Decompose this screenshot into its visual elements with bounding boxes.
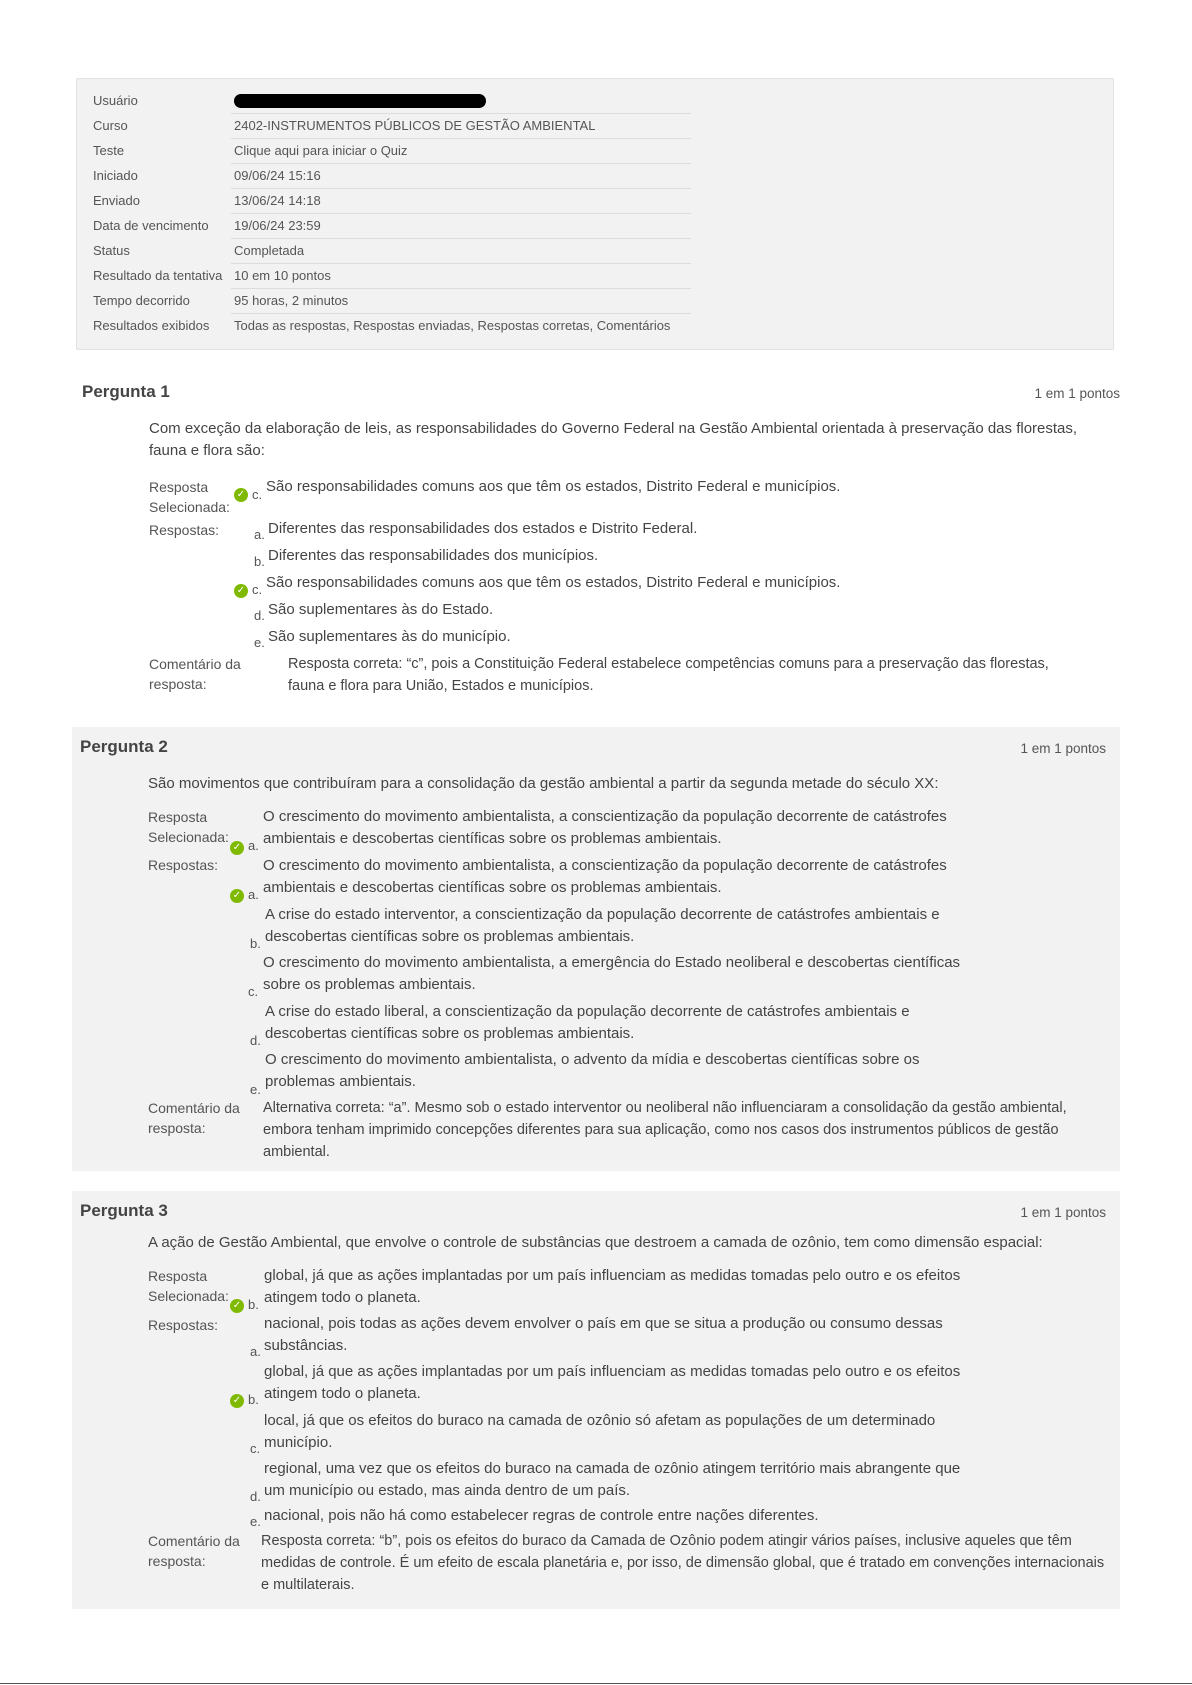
comment-label (149, 654, 241, 694)
answer-option: O crescimento do movimento ambientalista, o advento da mídia e descobertas científicas sobre os problemas ambientais. (265, 1051, 920, 1090)
correct-check-icon: ✓ (234, 584, 248, 598)
summary-value: Todas as respostas, Respostas enviadas, Respostas corretas, Comentários (234, 318, 671, 334)
question-text: Com exceção da elaboração de leis, as responsabilidades do Governo Federal na Gestão Ambiental orientada à preservação das florestas, fauna e flora são: (149, 420, 1078, 459)
answer-letter: e. (250, 1514, 261, 1529)
answer-option: São responsabilidades comuns aos que têm os estados, Distrito Federal e municípios. (266, 574, 841, 591)
answer-letter: d. (250, 1489, 261, 1504)
answers-label: Respostas: (148, 857, 219, 873)
answer-letter: c. (252, 487, 263, 502)
answer-letter: e. (254, 635, 265, 650)
summary-key: Tempo decorrido (93, 293, 190, 308)
summary-key: Teste (93, 143, 125, 158)
summary-value: 10 em 10 pontos (231, 263, 691, 288)
summary-table (91, 88, 691, 338)
answer-letter: c. (250, 1441, 261, 1456)
summary-key: Status (93, 243, 130, 258)
question-text: São movimentos que contribuíram para a consolidação da gestão ambiental a partir da segunda metade do século XX: (148, 775, 939, 792)
label-line: Comentário da (149, 656, 241, 672)
summary-row (91, 138, 691, 163)
summary-value: Clique aqui para iniciar o Quiz (231, 138, 691, 163)
question-3 (72, 1191, 1120, 1609)
summary-row (91, 188, 691, 213)
label-line: resposta: (148, 1120, 206, 1136)
summary-key: Enviado (93, 193, 140, 208)
answer-letter: c. (248, 984, 259, 999)
correct-check-icon: ✓ (230, 1299, 244, 1313)
answer-option: O crescimento do movimento ambientalista, a emergência do Estado neoliberal e descobertas científicas sobre os problemas ambientais. (263, 954, 961, 993)
summary-row (91, 238, 691, 263)
answer-letter: c. (252, 582, 263, 597)
summary-row (91, 88, 691, 113)
summary-value: Completada (231, 238, 691, 263)
correct-check-icon: ✓ (230, 889, 244, 903)
summary-row (91, 288, 691, 313)
summary-row (91, 263, 691, 288)
summary-key: Curso (93, 118, 128, 133)
label-line: Comentário da (148, 1533, 240, 1549)
correct-check-icon: ✓ (230, 841, 244, 855)
summary-row (91, 213, 691, 238)
answer-option: A crise do estado liberal, a conscientização da população decorrente de catástrofes ambientais e descobertas científicas sobre os problemas ambientais. (265, 1003, 910, 1042)
correct-check-icon: ✓ (234, 488, 248, 502)
label-line: resposta: (149, 676, 207, 692)
attempt-summary (76, 78, 1114, 350)
question-points: 1 em 1 pontos (1020, 1205, 1106, 1220)
answer-letter: d. (250, 1033, 261, 1048)
summary-key: Data de vencimento (93, 218, 209, 233)
answer-letter: b. (248, 1297, 259, 1312)
answer-option: A crise do estado interventor, a conscientização da população decorrente de catástrofes ambientais e descobertas científicas sobre os problemas ambientais. (265, 906, 940, 945)
question-1 (72, 372, 1120, 712)
summary-value: 19/06/24 23:59 (231, 213, 691, 238)
answer-letter: a. (250, 1344, 261, 1359)
label-line: Selecionada: (148, 1288, 229, 1304)
summary-key: Iniciado (93, 168, 138, 183)
summary-row (91, 113, 691, 138)
summary-value: 2402-INSTRUMENTOS PÚBLICOS DE GESTÃO AMBIENTAL (231, 113, 691, 138)
answer-letter: a. (248, 887, 259, 902)
summary-row (91, 163, 691, 188)
question-title: Pergunta 2 (80, 737, 168, 756)
redacted-user-name (234, 94, 486, 108)
question-title: Pergunta 1 (82, 382, 170, 401)
answer-option: global, já que as ações implantadas por um país influenciam as medidas tomadas pelo outro e os efeitos atingem todo o planeta. (264, 1363, 961, 1402)
label-line: Selecionada: (149, 499, 230, 515)
answer-option: regional, uma vez que os efeitos do buraco na camada de ozônio atingem território mais abrangente que um município ou estado, mas ainda dentro de um país. (264, 1460, 961, 1499)
selected-answer-label (148, 1266, 229, 1306)
answer-comment: Resposta correta: “c”, pois a Constituição Federal estabelece competências comuns para a preservação das florestas, fauna e flora para União, Estados e municípios. (288, 656, 1049, 694)
selected-answer-text: global, já que as ações implantadas por um país influenciam as medidas tomadas pelo outro e os efeitos atingem todo o planeta. (264, 1267, 961, 1306)
correct-check-icon: ✓ (230, 1394, 244, 1408)
selected-answer-text: O crescimento do movimento ambientalista, a conscientização da população decorrente de catástrofes ambientais e descobertas científicas sobre os problemas ambientais. (263, 808, 947, 847)
summary-key: Resultados exibidos (93, 318, 210, 333)
summary-value: 13/06/24 14:18 (231, 188, 691, 213)
label-line: Selecionada: (148, 829, 229, 845)
answer-option: local, já que os efeitos do buraco na camada de ozônio só afetam as populações de um determinado município. (264, 1412, 936, 1451)
answer-comment: Alternativa correta: “a”. Mesmo sob o estado interventor ou neoliberal não influenciaram a consolidação da gestão ambiental, embora tenham imprimido concepções diferentes para sua aplicação, como nos casos dos instrumentos públicos de gestão ambiental. (263, 1100, 1067, 1160)
question-points: 1 em 1 pontos (1020, 741, 1106, 756)
answer-letter: b. (254, 554, 265, 569)
summary-value: 09/06/24 15:16 (231, 163, 691, 188)
label-line: Resposta (149, 479, 209, 495)
answer-letter: a. (254, 527, 265, 542)
page-bottom-rule (0, 1683, 1192, 1684)
summary-value: 95 horas, 2 minutos (231, 288, 691, 313)
answer-letter: b. (248, 1392, 259, 1407)
selected-answer-text: São responsabilidades comuns aos que têm os estados, Distrito Federal e municípios. (266, 478, 841, 495)
question-title: Pergunta 3 (80, 1201, 168, 1220)
label-line: Resposta (148, 1268, 208, 1284)
answer-option: Diferentes das responsabilidades dos municípios. (268, 547, 599, 564)
answer-letter: b. (250, 936, 261, 951)
answer-comment: Resposta correta: “b”, pois os efeitos do buraco da Camada de Ozônio podem atingir vários países, inclusive aqueles que têm medidas de controle. É um efeito de escala planetária e, por isso, de dimensão global, que é tratado em convenções internacionais e multilaterais. (261, 1533, 1105, 1593)
summary-key: Usuário (93, 93, 138, 108)
answers-label: Respostas: (148, 1317, 219, 1333)
comment-label (148, 1531, 240, 1571)
answer-letter: d. (254, 608, 265, 623)
summary-value (231, 88, 691, 113)
answer-letter: a. (248, 838, 259, 853)
answer-option: São suplementares às do Estado. (268, 601, 494, 618)
question-points: 1 em 1 pontos (1034, 386, 1120, 401)
answer-option: nacional, pois todas as ações devem envolver o país em que se situa a produção ou consumo dessas substâncias. (264, 1315, 943, 1354)
answer-option: nacional, pois não há como estabelecer regras de controle entre nações diferentes. (264, 1507, 819, 1524)
answers-label: Respostas: (149, 522, 220, 538)
label-line: Resposta (148, 809, 208, 825)
question-text: A ação de Gestão Ambiental, que envolve o controle de substâncias que destroem a camada de ozônio, tem como dimensão espacial: (148, 1234, 1043, 1251)
comment-label (148, 1098, 240, 1138)
summary-row (91, 313, 691, 338)
label-line: resposta: (148, 1553, 206, 1569)
label-line: Comentário da (148, 1100, 240, 1116)
selected-answer-label (148, 807, 229, 847)
answer-letter: e. (250, 1082, 261, 1097)
selected-answer-label (149, 477, 230, 517)
answer-option: Diferentes das responsabilidades dos estados e Distrito Federal. (268, 520, 698, 537)
answer-option: O crescimento do movimento ambientalista, a conscientização da população decorrente de catástrofes ambientais e descobertas científicas sobre os problemas ambientais. (263, 857, 947, 896)
question-2 (72, 727, 1120, 1171)
summary-key: Resultado da tentativa (93, 268, 223, 283)
answer-option: São suplementares às do município. (268, 628, 511, 645)
